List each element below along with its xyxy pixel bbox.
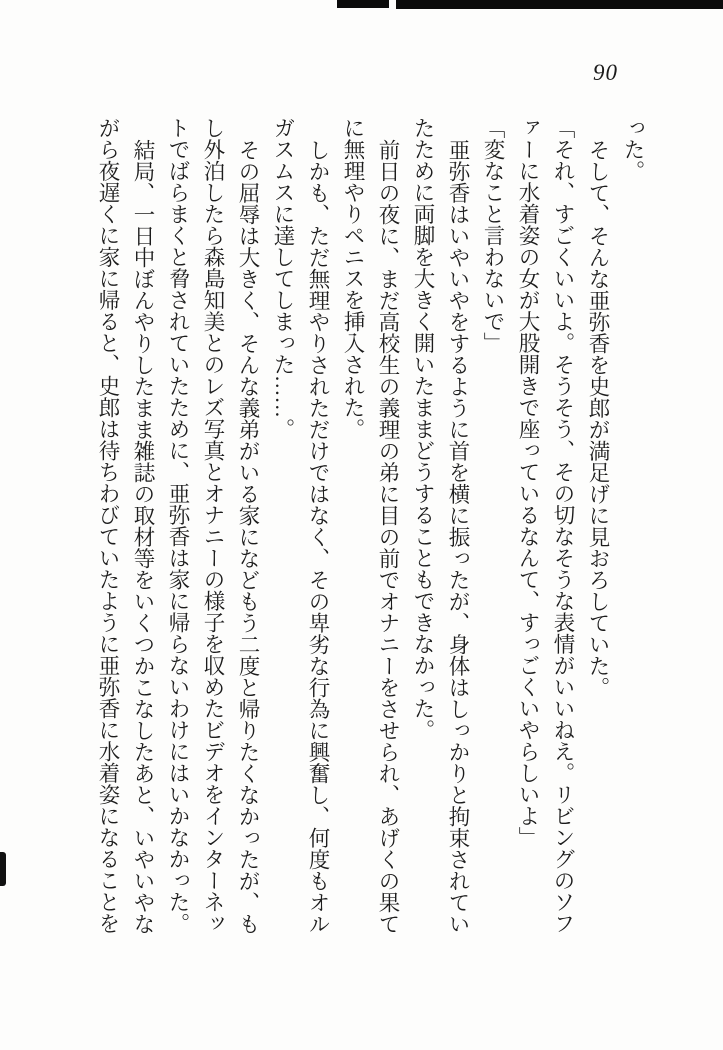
paragraph: 結局、一日中ぼんやりしたまま雑誌の取材等をいくつかこなしたあと、いやいやながら夜遅くに家に帰ると、史郎は待ちわびていたように亜弥香に水着姿になることを	[96, 117, 155, 934]
paragraph: った。	[621, 117, 645, 182]
paragraph-dialogue: 「変なこと言わないで」	[481, 117, 505, 354]
paragraph: そして、そんな亜弥香を史郎が満足げに見おろしていた。	[586, 138, 610, 698]
body-text	[90, 117, 650, 949]
paragraph: 亜弥香はいやいやをするように首を横に振ったが、身体はしっかりと拘束されていたために両脚を大きく開いたままどうすることもできなかった。	[411, 117, 470, 934]
scan-artifact-top-bar	[337, 0, 389, 8]
paragraph-dialogue: 「それ、すごくいいよ。そうそう、その切なそうな表情がいいねえ。リビングのソファーに水着姿の女が大股開きで座っているなんて、すっごくいやらしいよ」	[516, 117, 575, 934]
paragraph: その屈辱は大きく、そんな義弟がいる家になどもう二度と帰りたくなかったが、もし外泊したら森島知美とのレズ写真とオナニーの様子を収めたビデオをインターネットでばらまくと脅されていたために、亜弥香は家に帰らないわけにはいかなかった。	[166, 117, 260, 934]
scan-artifact-top-bar	[396, 0, 723, 9]
page-number: 90	[593, 60, 618, 85]
paragraph: しかも、ただ無理やりされただけではなく、その卑劣な行為に興奮し、何度もオルガスムスに達してしまった……。	[271, 117, 330, 934]
paragraph: 前日の夜に、まだ高校生の義理の弟に目の前でオナニーをさせられ、あげくの果てに無理やりペニスを挿入された。	[341, 117, 400, 934]
scan-artifact-left-mark	[0, 852, 6, 886]
